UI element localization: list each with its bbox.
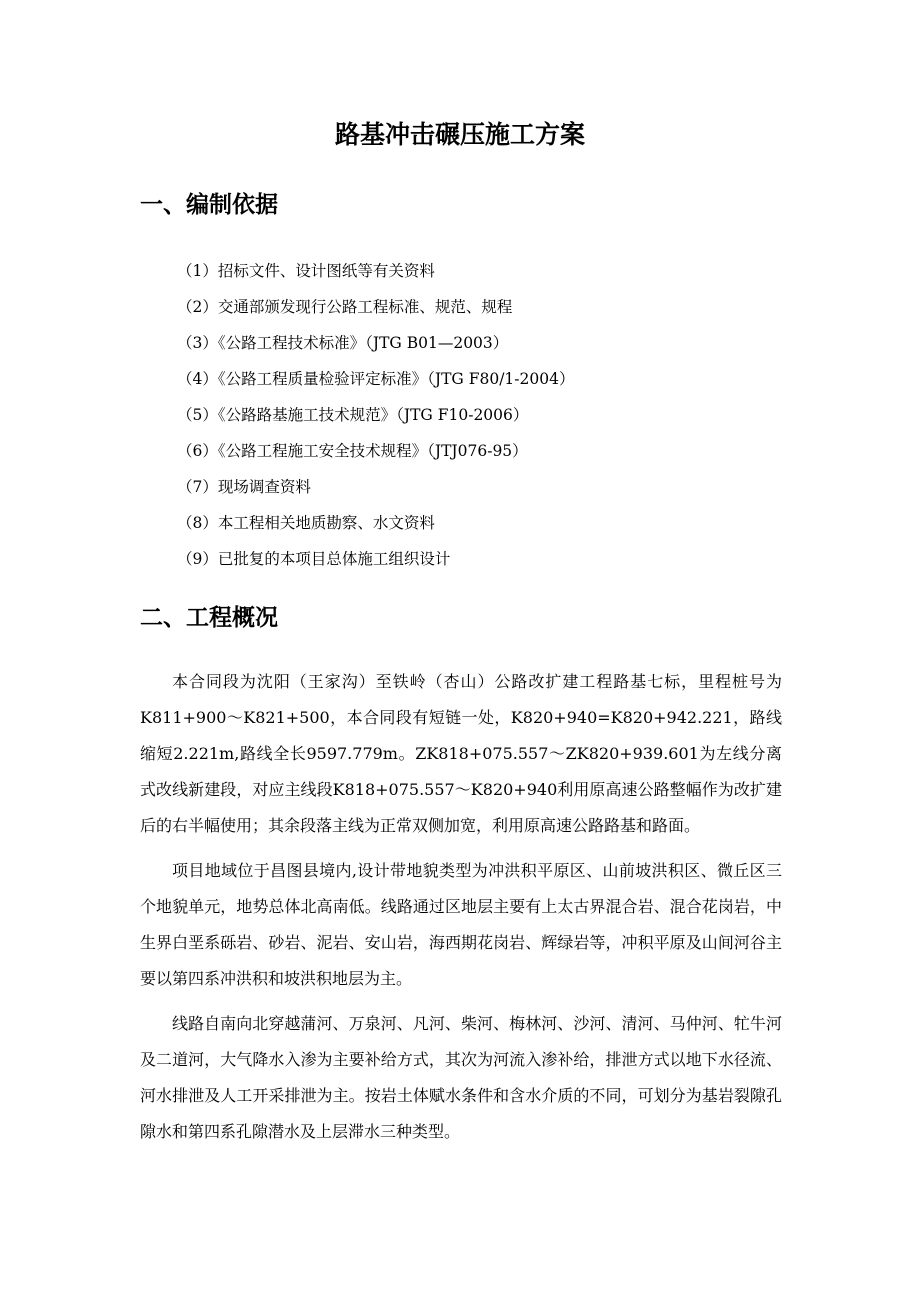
document-title: 路基冲击碾压施工方案 (334, 120, 585, 149)
overview-body (140, 664, 782, 1159)
overview-paragraph: 项目地域位于昌图县境内,设计带地貌类型为冲洪积平原区、山前坡洪积区、微丘区三个地貌单元，地势总体北高南低。线路通过区地层主要有上太古界混合岩、混合花岗岩，中生界白垩系砾岩、砂岩、泥岩、安山岩，海西期花岗岩、辉绿岩等，冲积平原及山间河谷主要以第四系冲洪积和坡洪积地层为主。 (140, 861, 782, 988)
list-item: （7）现场调查资料 (177, 478, 311, 496)
list-item: （1）招标文件、设计图纸等有关资料 (177, 262, 435, 280)
list-item: （9）已批复的本项目总体施工组织设计 (177, 550, 451, 568)
overview-paragraph: 本合同段为沈阳（王家沟）至铁岭（杏山）公路改扩建工程路基七标，里程桩号为K811+900～K821+500，本合同段有短链一处，K820+940=K820+942.221，路线缩短2.221m,路线全长9597.779m。ZK818+075.557～ZK820+939.601为左线分离式改线新建段，对应主线段K818+075.557～K820+940利用原高速公路整幅作为改扩建后的右半幅使用；其余段落主线为正常双侧加宽，利用原高速公路路基和路面。 (140, 672, 782, 835)
section-heading-overview: 二、工程概况 (140, 605, 278, 631)
list-item: （4）《公路工程质量检验评定标准》（JTG F80/1-2004） (177, 370, 575, 388)
list-item: （3）《公路工程技术标准》（JTG B01—2003） (177, 334, 509, 352)
list-item: （5）《公路路基施工技术规范》（JTG F10-2006） (177, 406, 529, 424)
reference-list (177, 253, 574, 577)
list-item: （6）《公路工程施工安全技术规程》（JTJ076-95） (177, 442, 528, 460)
list-item: （2）交通部颁发现行公路工程标准、规范、规程 (177, 298, 513, 316)
section-heading-basis: 一、编制依据 (140, 192, 278, 218)
list-item: （8）本工程相关地质勘察、水文资料 (177, 514, 435, 532)
overview-paragraph: 线路自南向北穿越蒲河、万泉河、凡河、柴河、梅林河、沙河、清河、马仲河、牤牛河及二道河，大气降水入渗为主要补给方式，其次为河流入渗补给，排泄方式以地下水径流、河水排泄及人工开采排泄为主。按岩土体赋水条件和含水介质的不同，可划分为基岩裂隙孔隙水和第四系孔隙潜水及上层滞水三种类型。 (140, 1014, 782, 1141)
